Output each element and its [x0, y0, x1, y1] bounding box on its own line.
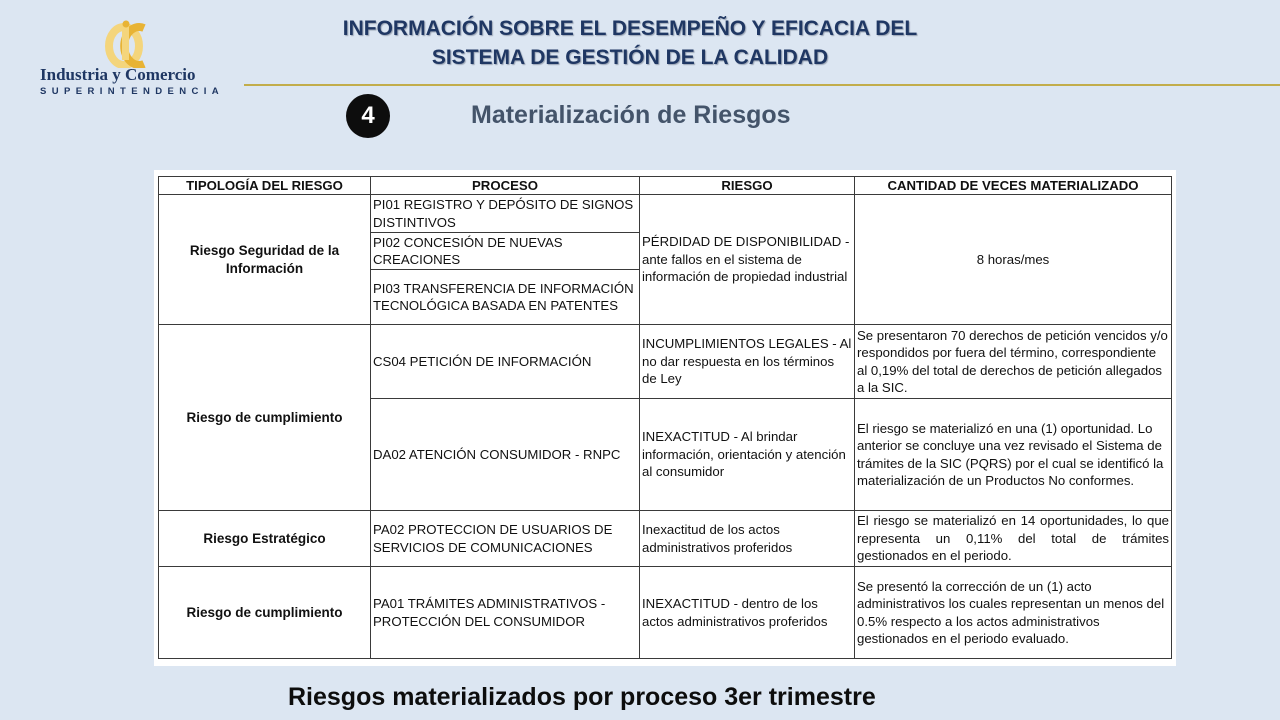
column-header: CANTIDAD DE VECES MATERIALIZADO — [855, 177, 1172, 195]
proceso-cell: PI01 REGISTRO Y DEPÓSITO DE SIGNOS DISTINTIVOS — [371, 195, 640, 233]
riesgo-cell: INCUMPLIMIENTOS LEGALES - Al no dar respuesta en los términos de Ley — [640, 325, 855, 399]
header-divider — [244, 84, 1280, 86]
riesgo-cell: PÉRDIDAD DE DISPONIBILIDAD - ante fallos en el sistema de información de propiedad industrial — [640, 195, 855, 325]
cantidad-cell: Se presentó la corrección de un (1) acto administrativos los cuales representan un menos del 0.5% respecto a los actos administrativos gestionados en el periodo evaluado. — [855, 567, 1172, 659]
table-row — [159, 511, 1172, 567]
proceso-cell: CS04 PETICIÓN DE INFORMACIÓN — [371, 325, 640, 399]
cantidad-cell: Se presentaron 70 derechos de petición vencidos y/o respondidos por fuera del término, correspondiente al 0,19% del total de derechos de petición allegados a la SIC. — [855, 325, 1172, 399]
sic-logo — [36, 20, 225, 100]
cantidad-cell: El riesgo se materializó en 14 oportunidades, lo que representa un 0,11% del total de trámites gestionados en el periodo. — [855, 511, 1172, 567]
header-title-line-2: SISTEMA DE GESTIÓN DE LA CALIDAD — [431, 46, 829, 69]
footer-title: Riesgos materializados por proceso 3er trimestre — [288, 683, 876, 711]
riesgo-cell: Inexactitud de los actos administrativos proferidos — [640, 511, 855, 567]
proceso-cell: PI03 TRANSFERENCIA DE INFORMACIÓN TECNOLÓGICA BASADA EN PATENTES — [371, 270, 640, 325]
tipologia-cell: Riesgo de cumplimiento — [159, 325, 371, 511]
proceso-cell: DA02 ATENCIÓN CONSUMIDOR - RNPC — [371, 399, 640, 511]
section-title: Materialización de Riesgos — [471, 101, 791, 129]
riesgo-cell: INEXACTITUD - dentro de los actos administrativos proferidos — [640, 567, 855, 659]
header-title-line-1: INFORMACIÓN SOBRE EL DESEMPEÑO Y EFICACIA DEL — [342, 17, 918, 40]
cantidad-cell: 8 horas/mes — [855, 195, 1172, 325]
riesgo-cell: INEXACTITUD - Al brindar información, orientación y atención al consumidor — [640, 399, 855, 511]
proceso-cell: PA02 PROTECCION DE USUARIOS DE SERVICIOS DE COMUNICACIONES — [371, 511, 640, 567]
risk-table-container — [154, 170, 1176, 666]
tipologia-cell: Riesgo de cumplimiento — [159, 567, 371, 659]
table-header-row — [159, 177, 1172, 195]
section-number-badge: 4 — [346, 94, 390, 138]
column-header: RIESGO — [640, 177, 855, 195]
proceso-cell: PI02 CONCESIÓN DE NUEVAS CREACIONES — [371, 233, 640, 270]
page-header-title — [290, 14, 970, 72]
cantidad-cell: El riesgo se materializó en una (1) oportunidad. Lo anterior se concluye una vez revisado el Sistema de trámites de la SIC (PQRS) por el cual se identificó la materialización de un Productos No conformes. — [855, 399, 1172, 511]
logo-subtitle: SUPERINTENDENCIA — [40, 86, 225, 97]
logo-name: Industria y Comercio — [40, 65, 196, 84]
column-header: PROCESO — [371, 177, 640, 195]
tipologia-cell: Riesgo Estratégico — [159, 511, 371, 567]
proceso-cell: PA01 TRÁMITES ADMINISTRATIVOS - PROTECCIÓN DEL CONSUMIDOR — [371, 567, 640, 659]
table-row — [159, 325, 1172, 399]
tipologia-cell: Riesgo Seguridad de la Información — [159, 195, 371, 325]
risk-table — [158, 176, 1172, 659]
sic-logo-icon — [100, 20, 164, 68]
table-row — [159, 195, 1172, 233]
column-header: TIPOLOGÍA DEL RIESGO — [159, 177, 371, 195]
table-row — [159, 567, 1172, 659]
